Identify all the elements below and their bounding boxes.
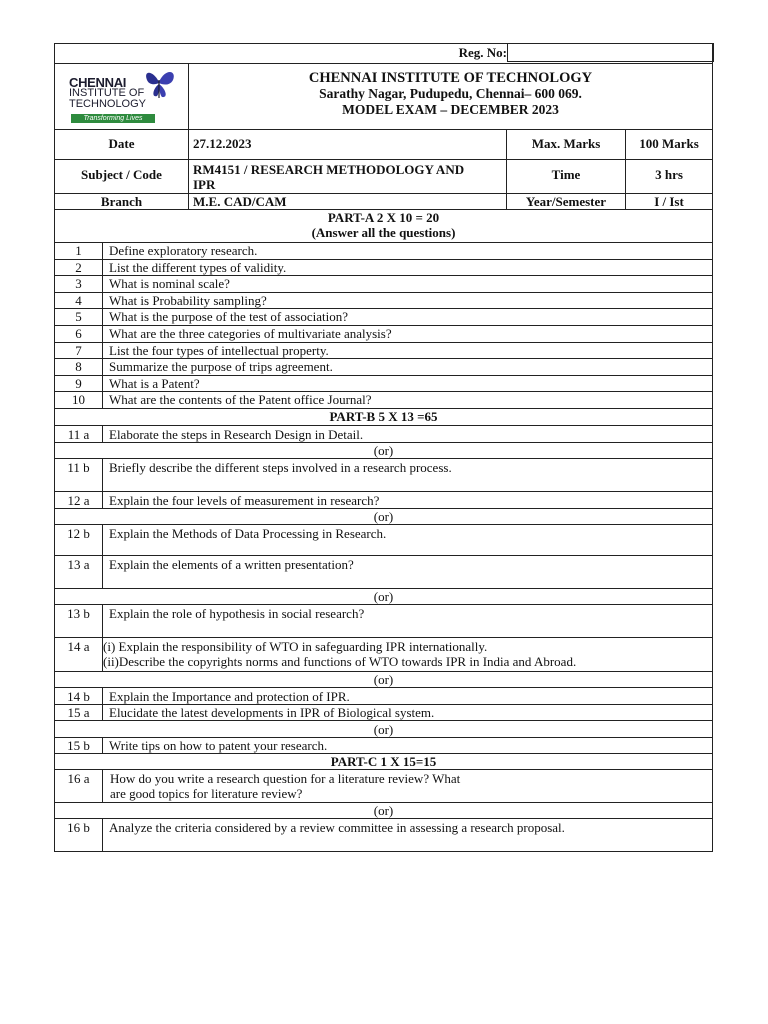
question-row: [55, 358, 712, 375]
question-number: 10: [72, 392, 85, 408]
question-row: [55, 687, 712, 704]
question-row: [55, 242, 712, 259]
institute-header: [55, 63, 712, 129]
question-row: [55, 737, 712, 753]
or-row: [55, 508, 712, 524]
question-text-part-1: (i) Explain the responsibility of WTO in safeguarding IPR internationally.: [103, 638, 488, 654]
date-value: 27.12.2023: [188, 130, 506, 159]
or-row: [55, 588, 712, 604]
question-text: Elucidate the latest developments in IPR of Biological system.: [102, 705, 712, 720]
part-a-subtitle: (Answer all the questions): [311, 225, 456, 240]
part-c-header: [55, 753, 712, 769]
question-row: [55, 637, 712, 671]
or-label: (or): [373, 508, 394, 524]
question-row: [55, 292, 712, 309]
branch-value: M.E. CAD/CAM: [188, 194, 506, 209]
logo-line-1: CHENNAI: [69, 75, 127, 90]
date-label: Date: [108, 136, 135, 151]
question-number: 11 b: [67, 459, 90, 475]
question-number: 13 a: [67, 556, 90, 572]
part-a-title: PART-A 2 X 10 = 20: [327, 210, 440, 225]
question-number: 15 a: [67, 704, 90, 720]
part-a-questions: [55, 242, 712, 408]
exam-paper: [54, 43, 713, 852]
question-text: What is the purpose of the test of association?: [102, 309, 712, 325]
question-text-part-1: How do you write a research question for a literature review? What: [110, 770, 461, 786]
or-row: [55, 442, 712, 458]
question-text: Explain the Importance and protection of IPR.: [102, 688, 712, 704]
max-marks-label: Max. Marks: [506, 130, 625, 159]
date-row: [55, 129, 712, 159]
question-row: [55, 704, 712, 720]
question-text: Explain the Methods of Data Processing in Research.: [102, 525, 712, 555]
question-row: [55, 275, 712, 292]
question-number: 11 a: [67, 426, 90, 442]
or-label: (or): [373, 802, 394, 818]
question-row: [55, 458, 712, 491]
question-row: [55, 818, 712, 851]
question-text-part-2: are good topics for literature review?: [110, 785, 303, 801]
question-text: What is Probability sampling?: [102, 293, 712, 309]
question-row: [55, 425, 712, 442]
question-number: 1: [75, 243, 82, 258]
time-value: 3 hrs: [625, 160, 712, 193]
question-number: 14 b: [67, 688, 90, 704]
question-text: Analyze the criteria considered by a review committee in assessing a research proposal.: [102, 819, 712, 851]
butterfly-icon: [141, 68, 177, 102]
question-number: 2: [75, 259, 82, 275]
subject-row: [55, 159, 712, 193]
question-text: Briefly describe the different steps involved in a research process.: [102, 459, 712, 491]
question-text: List the different types of validity.: [102, 260, 712, 276]
question-number: 13 b: [67, 605, 90, 621]
question-row: [55, 308, 712, 325]
question-number: 8: [75, 359, 82, 375]
institute-name: CHENNAI INSTITUTE OF TECHNOLOGY: [308, 70, 593, 86]
question-number: 12 b: [67, 525, 90, 541]
question-text: What are the contents of the Patent office Journal?: [102, 392, 712, 408]
question-row: [55, 375, 712, 392]
question-number: 3: [75, 276, 82, 292]
question-text: Explain the four levels of measurement in research?: [102, 492, 712, 508]
exam-title: MODEL EXAM – DECEMBER 2023: [342, 102, 559, 117]
part-a-header: [55, 209, 712, 242]
logo-cell: [55, 64, 188, 129]
question-number: 15 b: [67, 737, 90, 753]
institute-logo: [69, 64, 179, 126]
question-row: [55, 259, 712, 276]
question-text: Explain the role of hypothesis in social research?: [102, 605, 712, 637]
question-text: Summarize the purpose of trips agreement.: [102, 359, 712, 375]
question-text: What are the three categories of multivariate analysis?: [102, 326, 712, 342]
question-text-part-2: (ii)Describe the copyrights norms and functions of WTO towards IPR in India and Abroad.: [103, 653, 577, 669]
part-b-header: [55, 408, 712, 425]
logo-tagline: Transforming Lives: [71, 114, 155, 123]
or-label: (or): [373, 442, 394, 458]
question-number: 14 a: [67, 638, 90, 654]
logo-line-2: INSTITUTE OF: [69, 87, 145, 99]
question-number: 16 a: [67, 770, 90, 786]
subject-label: Subject / Code: [81, 167, 162, 182]
question-text: Elaborate the steps in Research Design in Detail.: [102, 426, 712, 442]
question-text: Define exploratory research.: [102, 243, 712, 259]
reg-number-row: [55, 44, 712, 63]
question-row: [55, 491, 712, 508]
or-label: (or): [373, 671, 394, 687]
question-text: Explain the elements of a written presentation?: [102, 556, 712, 588]
question-number: 16 b: [67, 819, 90, 835]
question-number: 5: [75, 309, 82, 325]
time-label: Time: [506, 160, 625, 193]
question-text: List the four types of intellectual property.: [102, 343, 712, 359]
subject-value: RM4151 / RESEARCH METHODOLOGY AND IPR: [188, 160, 506, 193]
title-cell: [188, 64, 712, 129]
branch-label: Branch: [100, 194, 143, 209]
or-row: [55, 720, 712, 737]
question-number: 4: [75, 292, 82, 308]
year-label: Year/Semester: [506, 194, 625, 209]
question-row: [55, 342, 712, 359]
logo-line-3: TECHNOLOGY: [69, 98, 147, 110]
question-row: [55, 524, 712, 555]
question-row: [55, 391, 712, 408]
or-row: [55, 671, 712, 687]
question-text: Write tips on how to patent your research.: [102, 738, 712, 753]
question-row: [55, 769, 712, 802]
question-number: 9: [75, 375, 82, 391]
question-row: [55, 325, 712, 342]
branch-row: [55, 193, 712, 209]
reg-number-field: [507, 43, 714, 62]
reg-number-label: Reg. No:: [458, 45, 507, 60]
question-row: [55, 555, 712, 588]
question-number: 6: [75, 325, 82, 341]
part-c-title: PART-C 1 X 15=15: [330, 753, 437, 769]
or-row: [55, 802, 712, 818]
question-number: 12 a: [67, 492, 90, 508]
question-row: [55, 604, 712, 637]
question-number: 7: [75, 342, 82, 358]
year-value: I / Ist: [625, 194, 712, 209]
part-b-title: PART-B 5 X 13 =65: [329, 408, 438, 424]
max-marks-value: 100 Marks: [625, 130, 712, 159]
institute-address: Sarathy Nagar, Pudupedu, Chennai– 600 069.: [319, 86, 582, 101]
question-text: What is nominal scale?: [102, 276, 712, 292]
or-label: (or): [373, 588, 394, 604]
question-text: What is a Patent?: [102, 376, 712, 392]
or-label: (or): [373, 721, 394, 737]
